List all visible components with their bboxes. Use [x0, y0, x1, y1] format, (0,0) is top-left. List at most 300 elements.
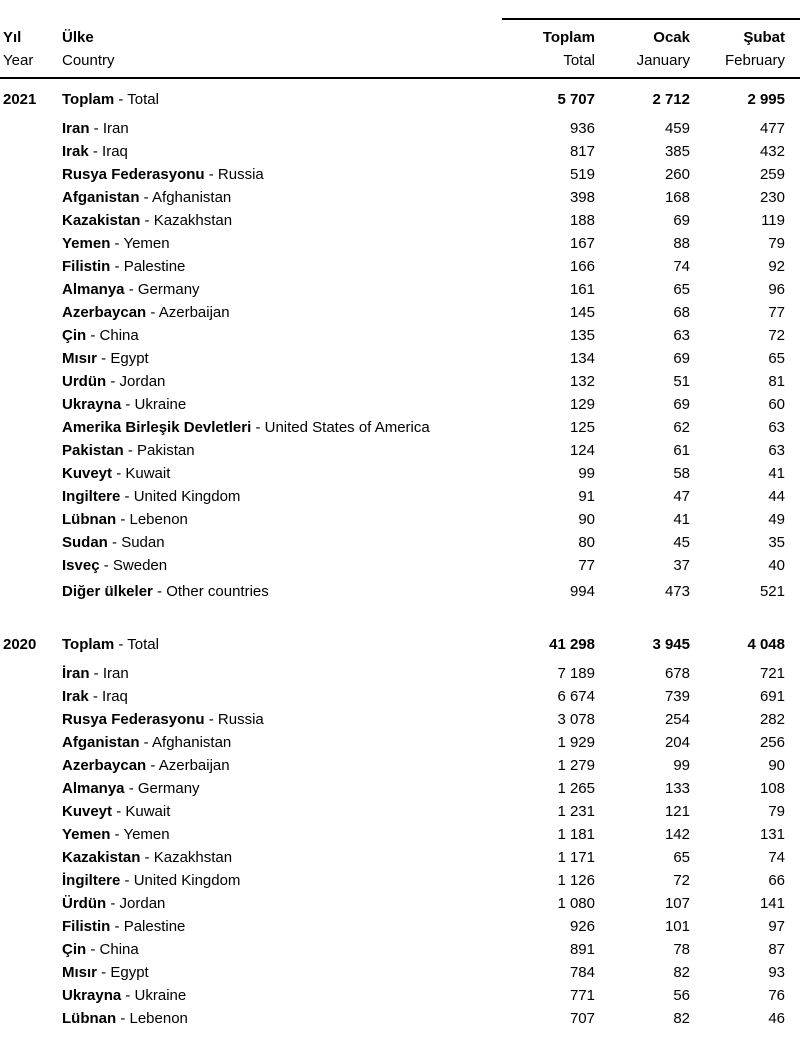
name-separator: -	[107, 534, 122, 551]
country-name-en: Other countries	[166, 583, 269, 600]
value-total: 994	[569, 583, 595, 600]
value-total: 7 189	[557, 665, 595, 682]
country-row	[0, 140, 800, 163]
value-february: 256	[759, 734, 785, 751]
january-column-header-en: January	[636, 52, 690, 69]
country-cell	[62, 823, 495, 846]
country-name-tr: Pakistan	[62, 442, 124, 459]
year-cell	[3, 938, 62, 961]
name-separator: -	[86, 941, 100, 958]
country-cell	[62, 580, 495, 603]
value-total: 134	[569, 350, 595, 367]
country-name-tr: Yemen	[62, 826, 111, 843]
numeric-columns-top-rule	[502, 18, 800, 20]
name-separator: -	[106, 373, 120, 390]
value-total: 161	[569, 281, 595, 298]
value-february: 230	[759, 189, 785, 206]
country-name-en: Russia	[217, 711, 264, 728]
country-name-en: Azerbaijan	[158, 304, 230, 321]
country-name-en: Palestine	[123, 258, 186, 275]
country-name-en: United States of America	[264, 419, 430, 436]
country-name-tr: Lübnan	[62, 511, 117, 528]
value-february: 40	[768, 557, 785, 574]
value-february: 141	[759, 895, 785, 912]
country-name-tr: Çin	[62, 941, 87, 958]
value-january: 3 945	[652, 636, 690, 653]
country-cell	[62, 393, 495, 416]
name-separator: -	[120, 872, 134, 889]
country-row	[0, 869, 800, 892]
name-separator: -	[110, 918, 124, 935]
year-cell	[3, 393, 62, 416]
name-separator: -	[88, 688, 103, 705]
country-name-en: United Kingdom	[133, 872, 241, 889]
value-february: 79	[768, 235, 785, 252]
value-february: 49	[768, 511, 785, 528]
total-column-header-tr: Toplam	[542, 29, 595, 46]
value-january: 82	[673, 1010, 690, 1027]
value-february: 66	[768, 872, 785, 889]
value-january: 69	[673, 212, 690, 229]
country-cell	[62, 777, 495, 800]
value-february: 41	[768, 465, 785, 482]
value-january: 254	[664, 711, 690, 728]
statistics-table-page	[0, 18, 800, 1030]
value-total: 125	[569, 419, 595, 436]
value-february: 77	[768, 304, 785, 321]
country-row	[0, 777, 800, 800]
country-row	[0, 800, 800, 823]
country-name-tr: Azerbaycan	[62, 304, 147, 321]
country-cell	[62, 163, 495, 186]
value-total: 891	[569, 941, 595, 958]
country-row	[0, 938, 800, 961]
name-separator: -	[146, 304, 159, 321]
year-cell	[3, 984, 62, 1007]
country-name-en: Russia	[217, 166, 264, 183]
country-name-tr: Çin	[62, 327, 87, 344]
country-row	[0, 301, 800, 324]
country-name-en: Lebenon	[129, 1010, 188, 1027]
country-name-en: China	[99, 327, 139, 344]
value-february: 63	[768, 442, 785, 459]
name-separator: -	[110, 235, 124, 252]
country-name-en: Jordan	[119, 895, 166, 912]
value-february: 477	[759, 120, 785, 137]
country-name-en: Egypt	[110, 350, 149, 367]
country-cell	[62, 961, 495, 984]
year-column-header-en: Year	[3, 52, 34, 69]
value-february: 4 048	[747, 636, 785, 653]
value-total: 1 231	[557, 803, 595, 820]
value-january: 204	[664, 734, 690, 751]
country-name-tr: Ingiltere	[62, 488, 121, 505]
country-name-en: Afghanistan	[152, 189, 232, 206]
year-cell	[3, 554, 62, 577]
country-row	[0, 186, 800, 209]
country-row	[0, 984, 800, 1007]
country-name-tr: Filistin	[62, 258, 111, 275]
country-row	[0, 209, 800, 232]
country-cell	[62, 232, 495, 255]
value-february: 92	[768, 258, 785, 275]
value-total: 135	[569, 327, 595, 344]
value-total: 91	[578, 488, 595, 505]
value-total: 1 279	[557, 757, 595, 774]
value-january: 61	[673, 442, 690, 459]
country-name-en: Total	[127, 91, 159, 108]
value-january: 473	[664, 583, 690, 600]
country-cell	[62, 88, 495, 111]
country-name-en: Sweden	[112, 557, 168, 574]
country-name-tr: İngiltere	[62, 872, 121, 889]
name-separator: -	[112, 803, 126, 820]
country-cell	[62, 370, 495, 393]
country-row	[0, 416, 800, 439]
country-name-en: Kazakhstan	[153, 212, 233, 229]
value-february: 76	[768, 987, 785, 1004]
name-separator: -	[120, 488, 134, 505]
name-separator: -	[97, 964, 111, 981]
country-row	[0, 531, 800, 554]
value-february: 131	[759, 826, 785, 843]
name-separator: -	[152, 583, 167, 600]
value-total: 145	[569, 304, 595, 321]
country-name-tr: Filistin	[62, 918, 111, 935]
country-row	[0, 117, 800, 140]
value-january: 37	[673, 557, 690, 574]
value-january: 82	[673, 964, 690, 981]
value-total: 398	[569, 189, 595, 206]
country-cell	[62, 485, 495, 508]
value-february: 63	[768, 419, 785, 436]
country-cell	[62, 869, 495, 892]
country-column-header	[62, 26, 495, 72]
country-name-en: Iraq	[102, 143, 128, 160]
country-row	[0, 754, 800, 777]
country-name-en: Azerbaijan	[158, 757, 230, 774]
year-cell	[3, 777, 62, 800]
value-january: 133	[664, 780, 690, 797]
value-january: 142	[664, 826, 690, 843]
country-name-en: Sudan	[121, 534, 165, 551]
name-separator: -	[146, 757, 159, 774]
country-cell	[62, 754, 495, 777]
value-january: 45	[673, 534, 690, 551]
country-name-en: Iran	[102, 665, 129, 682]
country-row	[0, 580, 800, 603]
value-total: 188	[569, 212, 595, 229]
value-january: 459	[664, 120, 690, 137]
value-february: 2 995	[747, 91, 785, 108]
country-cell	[62, 662, 495, 685]
name-separator: -	[123, 442, 138, 459]
country-cell	[62, 531, 495, 554]
country-row	[0, 662, 800, 685]
name-separator: -	[140, 849, 154, 866]
country-row	[0, 278, 800, 301]
value-february: 60	[768, 396, 785, 413]
value-february: 79	[768, 803, 785, 820]
value-january: 385	[664, 143, 690, 160]
value-total: 1 126	[557, 872, 595, 889]
name-separator: -	[204, 711, 218, 728]
year-cell	[3, 232, 62, 255]
name-separator: -	[121, 987, 135, 1004]
value-february: 90	[768, 757, 785, 774]
name-separator: -	[116, 1010, 130, 1027]
country-name-en: Germany	[137, 281, 200, 298]
country-cell	[62, 846, 495, 869]
country-row	[0, 163, 800, 186]
year-cell	[3, 462, 62, 485]
name-separator: -	[204, 166, 218, 183]
value-total: 926	[569, 918, 595, 935]
value-january: 99	[673, 757, 690, 774]
year-cell	[3, 531, 62, 554]
value-january: 58	[673, 465, 690, 482]
country-row	[0, 846, 800, 869]
country-cell	[62, 554, 495, 577]
country-name-tr: Mısır	[62, 350, 98, 367]
country-row	[0, 439, 800, 462]
year-cell	[3, 754, 62, 777]
year-section-2021	[0, 88, 800, 603]
country-cell	[62, 508, 495, 531]
name-separator: -	[139, 734, 153, 751]
year-cell	[3, 278, 62, 301]
value-february: 72	[768, 327, 785, 344]
value-total: 6 674	[557, 688, 595, 705]
year-cell	[3, 961, 62, 984]
year-cell	[3, 731, 62, 754]
value-total: 129	[569, 396, 595, 413]
value-february: 81	[768, 373, 785, 390]
name-separator: -	[97, 350, 111, 367]
year-cell: 2020	[3, 636, 37, 653]
value-january: 88	[673, 235, 690, 252]
country-cell	[62, 800, 495, 823]
value-february: 97	[768, 918, 785, 935]
name-separator: -	[124, 281, 138, 298]
year-section-2020	[0, 633, 800, 1030]
value-total: 707	[569, 1010, 595, 1027]
country-row	[0, 485, 800, 508]
country-name-tr: Kuveyt	[62, 465, 113, 482]
country-row	[0, 731, 800, 754]
country-name-tr: Ukrayna	[62, 987, 122, 1004]
value-january: 68	[673, 304, 690, 321]
value-total: 817	[569, 143, 595, 160]
country-name-tr: Afganistan	[62, 734, 140, 751]
country-row	[0, 393, 800, 416]
country-cell	[62, 416, 495, 439]
table-header	[0, 26, 800, 72]
name-separator: -	[114, 91, 128, 108]
country-name-en: Yemen	[123, 826, 170, 843]
country-cell	[62, 708, 495, 731]
year-cell	[3, 823, 62, 846]
country-row	[0, 324, 800, 347]
name-separator: -	[251, 419, 265, 436]
value-february: 691	[759, 688, 785, 705]
year-cell	[3, 662, 62, 685]
value-total: 166	[569, 258, 595, 275]
country-name-tr: Afganistan	[62, 189, 140, 206]
value-total: 5 707	[557, 91, 595, 108]
year-cell	[3, 301, 62, 324]
country-name-en: Pakistan	[137, 442, 195, 459]
country-name-tr: Kazakistan	[62, 212, 141, 229]
value-total: 936	[569, 120, 595, 137]
value-february: 96	[768, 281, 785, 298]
country-name-en: Kuwait	[125, 803, 171, 820]
country-name-en: Ukraine	[134, 987, 187, 1004]
january-column-header	[595, 26, 690, 72]
country-name-en: Afghanistan	[152, 734, 232, 751]
value-total: 1 080	[557, 895, 595, 912]
country-cell	[62, 462, 495, 485]
country-cell	[62, 685, 495, 708]
year-cell	[3, 708, 62, 731]
country-cell	[62, 892, 495, 915]
country-name-tr: Mısır	[62, 964, 98, 981]
country-name-en: Iraq	[102, 688, 128, 705]
country-name-tr: Rusya Federasyonu	[62, 711, 205, 728]
total-row	[0, 88, 800, 111]
value-january: 260	[664, 166, 690, 183]
value-february: 432	[759, 143, 785, 160]
name-separator: -	[106, 895, 120, 912]
value-january: 62	[673, 419, 690, 436]
value-total: 132	[569, 373, 595, 390]
country-name-en: Germany	[137, 780, 200, 797]
year-cell	[3, 800, 62, 823]
country-cell	[62, 439, 495, 462]
country-name-tr: Irak	[62, 688, 89, 705]
country-cell	[62, 209, 495, 232]
value-january: 47	[673, 488, 690, 505]
country-name-tr: Toplam	[62, 91, 115, 108]
value-january: 739	[664, 688, 690, 705]
january-column-header-tr: Ocak	[653, 29, 690, 46]
value-january: 74	[673, 258, 690, 275]
table-body	[0, 88, 800, 1030]
country-name-tr: Iran	[62, 120, 90, 137]
value-february: 46	[768, 1010, 785, 1027]
value-january: 101	[664, 918, 690, 935]
value-total: 90	[578, 511, 595, 528]
name-separator: -	[88, 143, 103, 160]
value-february: 521	[759, 583, 785, 600]
name-separator: -	[139, 189, 153, 206]
country-cell	[62, 915, 495, 938]
value-total: 1 171	[557, 849, 595, 866]
country-cell	[62, 301, 495, 324]
country-name-tr: İran	[62, 665, 90, 682]
name-separator: -	[140, 212, 154, 229]
country-name-tr: Diğer ülkeler	[62, 583, 153, 600]
name-separator: -	[86, 327, 100, 344]
year-cell	[3, 163, 62, 186]
year-cell	[3, 370, 62, 393]
year-cell	[3, 140, 62, 163]
country-row	[0, 255, 800, 278]
country-cell	[62, 984, 495, 1007]
value-february: 74	[768, 849, 785, 866]
name-separator: -	[124, 780, 138, 797]
february-column-header-tr: Şubat	[743, 29, 785, 46]
country-row	[0, 915, 800, 938]
value-january: 121	[664, 803, 690, 820]
year-cell	[3, 846, 62, 869]
country-name-en: Egypt	[110, 964, 149, 981]
value-february: 119	[761, 212, 785, 229]
value-january: 65	[673, 849, 690, 866]
value-total: 771	[569, 987, 595, 1004]
year-cell	[3, 186, 62, 209]
value-january: 2 712	[652, 91, 690, 108]
year-column-header	[3, 26, 62, 72]
country-cell	[62, 633, 495, 656]
country-column-header-tr: Ülke	[62, 29, 94, 46]
year-cell: 2021	[3, 91, 37, 108]
total-column-header-en: Total	[563, 52, 595, 69]
country-row	[0, 462, 800, 485]
country-name-tr: Urdün	[62, 373, 107, 390]
year-cell	[3, 347, 62, 370]
value-total: 124	[569, 442, 595, 459]
year-column-header-tr: Yıl	[3, 29, 22, 46]
country-cell	[62, 347, 495, 370]
country-name-en: Iran	[102, 120, 129, 137]
country-row	[0, 823, 800, 846]
value-total: 1 265	[557, 780, 595, 797]
name-separator: -	[89, 665, 103, 682]
country-column-header-en: Country	[62, 52, 115, 69]
country-name-tr: Toplam	[62, 636, 115, 653]
value-january: 678	[664, 665, 690, 682]
country-row	[0, 892, 800, 915]
value-total: 167	[569, 235, 595, 252]
country-name-tr: Almanya	[62, 780, 125, 797]
country-name-tr: Ürdün	[62, 895, 107, 912]
name-separator: -	[110, 826, 124, 843]
value-total: 80	[578, 534, 595, 551]
value-february: 259	[759, 166, 785, 183]
year-cell	[3, 439, 62, 462]
country-name-en: Kuwait	[125, 465, 171, 482]
name-separator: -	[99, 557, 113, 574]
country-cell	[62, 278, 495, 301]
name-separator: -	[116, 511, 130, 528]
country-cell	[62, 140, 495, 163]
value-total: 784	[569, 964, 595, 981]
value-total: 1 929	[557, 734, 595, 751]
value-total: 3 078	[557, 711, 595, 728]
country-cell	[62, 324, 495, 347]
name-separator: -	[114, 636, 128, 653]
year-cell	[3, 508, 62, 531]
value-february: 65	[768, 350, 785, 367]
country-row	[0, 685, 800, 708]
country-cell	[62, 938, 495, 961]
country-name-en: Yemen	[123, 235, 170, 252]
country-row	[0, 961, 800, 984]
country-name-tr: Almanya	[62, 281, 125, 298]
year-cell	[3, 117, 62, 140]
country-row	[0, 232, 800, 255]
